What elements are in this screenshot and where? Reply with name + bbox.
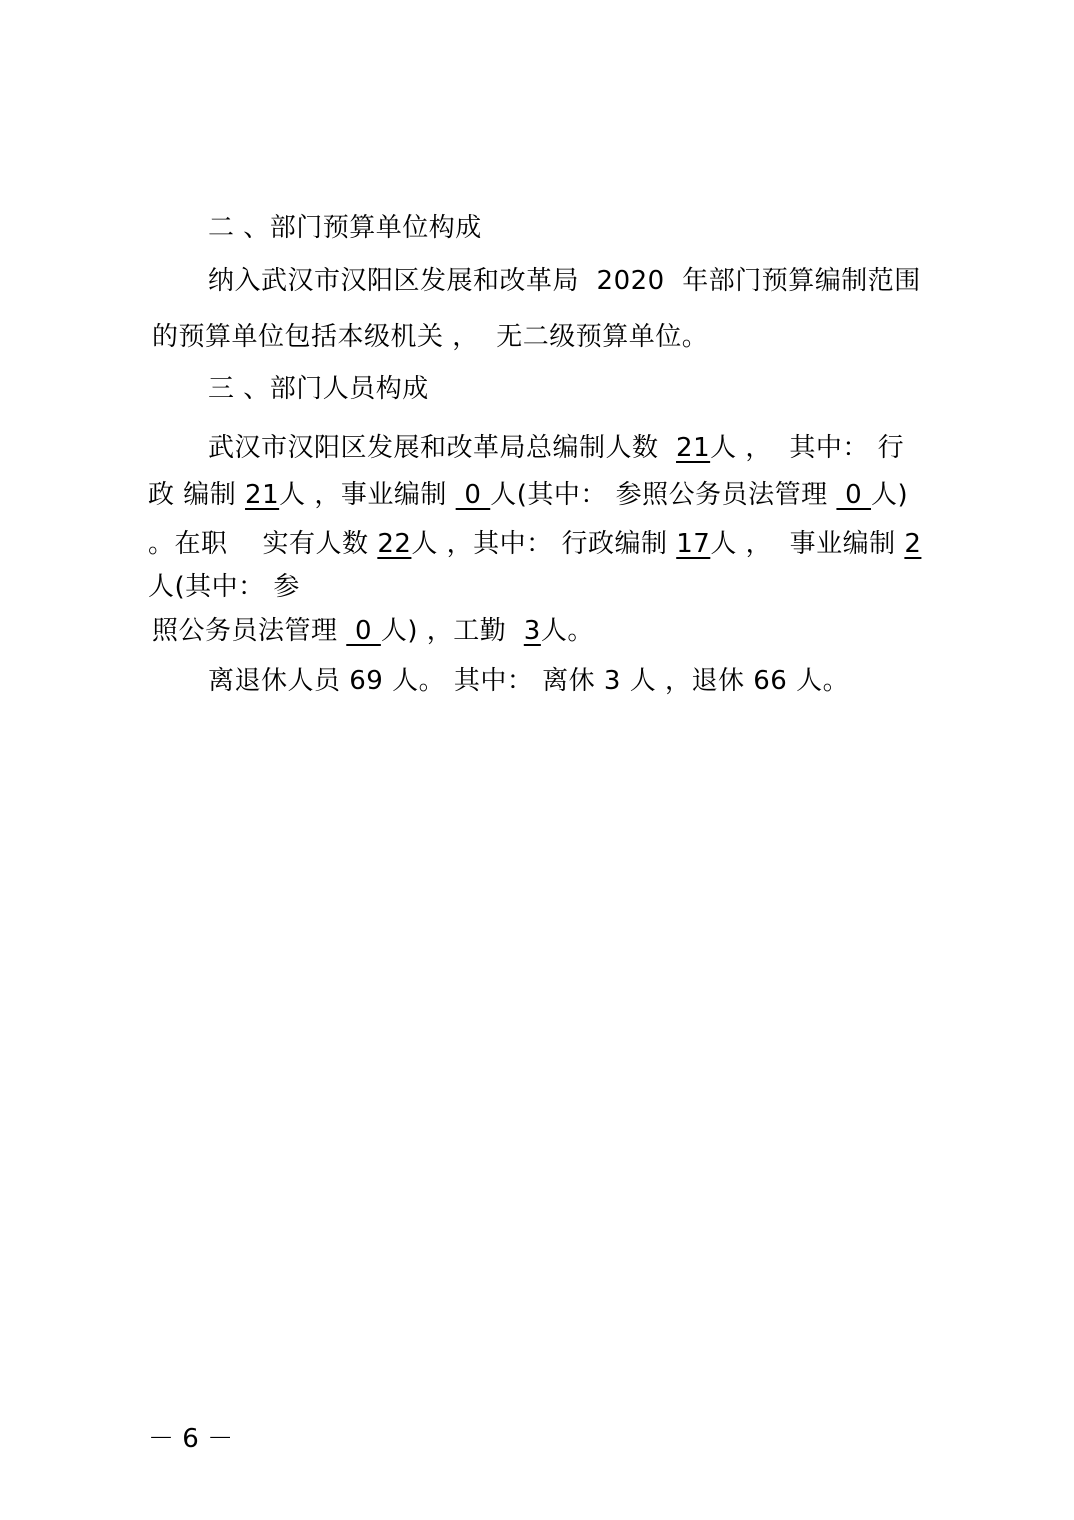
text-segment: 人 ，其中： 行政编制 — [411, 529, 677, 559]
staff-paragraph-line-2 — [148, 478, 908, 512]
text-segment: 政 编制 — [148, 480, 246, 510]
budget-units-paragraph-line-2: 的预算单位包括本级机关 ， 无二级预算单位。 — [152, 322, 709, 352]
text-segment: 。在职 实有人数 — [148, 529, 378, 559]
civil-servant-managed-value: 0 — [836, 480, 871, 510]
section-heading-staff: 三 、部门人员构成 — [208, 374, 429, 404]
page-number: － 6 － — [148, 1424, 234, 1454]
total-establishment-value: 21 — [676, 433, 711, 463]
admin-establishment-value: 21 — [245, 480, 280, 510]
staff-paragraph-line-5 — [152, 614, 594, 648]
text-segment: 人) — [871, 480, 909, 510]
institution-actual-value: 2 — [904, 529, 922, 559]
text-segment: 人(其中： 参照公务员法管理 — [490, 480, 837, 510]
text-segment: 照公务员法管理 — [152, 616, 347, 646]
civil-servant-actual-value: 0 — [346, 616, 381, 646]
text-segment: 武汉市汉阳区发展和改革局总编制人数 — [208, 433, 677, 463]
text-segment: 人。 — [540, 616, 594, 646]
text-segment: 人) ，工勤 — [380, 616, 524, 646]
retired-staff-line: 离退休人员 69 人。 其中： 离休 3 人 ，退休 66 人。 — [208, 666, 850, 696]
budget-units-paragraph-line-1: 纳入武汉市汉阳区发展和改革局 2020 年部门预算编制范围 — [208, 266, 921, 296]
workers-value: 3 — [523, 616, 541, 646]
staff-paragraph-line-1 — [208, 431, 904, 465]
actual-staff-value: 22 — [377, 529, 412, 559]
staff-paragraph-line-3 — [148, 527, 921, 561]
section-heading-budget-units: 二 、部门预算单位构成 — [208, 213, 482, 243]
institution-establishment-value: 0 — [455, 480, 491, 510]
text-segment: 人 ， 事业编制 — [710, 529, 905, 559]
staff-paragraph-line-4: 人(其中： 参 — [148, 572, 300, 602]
text-segment: 人 ，事业编制 — [279, 480, 456, 510]
admin-actual-value: 17 — [676, 529, 711, 559]
text-segment: 人 ， 其中： 行 — [710, 433, 905, 463]
